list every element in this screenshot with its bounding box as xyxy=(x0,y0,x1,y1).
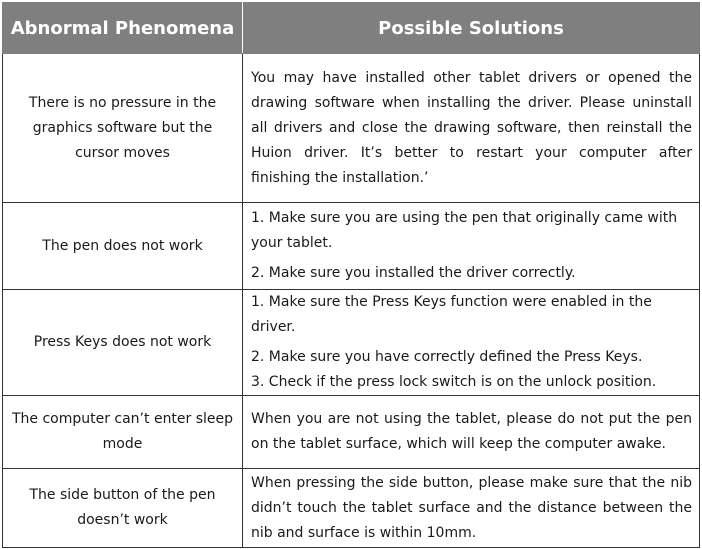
problem-cell: There is no pressure in the graphics software but the cursor moves xyxy=(3,54,243,203)
solution-step: 2. Make sure you installed the driver correctly. xyxy=(251,265,576,281)
table-header xyxy=(3,3,700,54)
solution-step: 1. Make sure you are using the pen that originally came with your tablet. xyxy=(251,210,678,251)
problem-cell: The side button of the pen doesn’t work xyxy=(3,469,243,548)
table-row xyxy=(3,290,700,396)
header-row xyxy=(3,3,700,54)
table-row xyxy=(3,469,700,548)
solution-cell xyxy=(243,54,700,203)
solution-cell xyxy=(243,469,700,548)
solution-step: 2. Make sure you have correctly defined the Press Keys. xyxy=(251,349,643,365)
solution-cell xyxy=(243,290,700,396)
troubleshooting-table xyxy=(2,2,700,548)
solution-cell xyxy=(243,396,700,469)
solution-step: 3. Check if the press lock switch is on the unlock position. xyxy=(251,374,657,390)
table-row xyxy=(3,54,700,203)
solution-text: You may have installed other tablet drivers or opened the drawing software when installing the driver. Please uninstall all drivers and close the drawing software, then reinstall the Huion driver. It’s better to restart your computer after finishing the installation.’ xyxy=(251,69,692,186)
solution-step: 1. Make sure the Press Keys function were enabled in the driver. xyxy=(251,294,652,335)
table-row xyxy=(3,203,700,290)
table-body xyxy=(3,54,700,548)
troubleshooting-table-container xyxy=(2,2,699,548)
header-possible-solutions: Possible Solutions xyxy=(243,3,700,54)
table-row xyxy=(3,396,700,469)
solution-text: When you are not using the tablet, please do not put the pen on the tablet surface, which will keep the computer awake. xyxy=(251,411,692,452)
problem-cell: The pen does not work xyxy=(3,203,243,290)
header-abnormal-phenomena: Abnormal Phenomena xyxy=(3,3,243,54)
problem-cell: The computer can’t enter sleep mode xyxy=(3,396,243,469)
solution-text: When pressing the side button, please make sure that the nib didn’t touch the tablet surface and the distance between the nib and surface is within 10mm. xyxy=(251,474,692,541)
problem-cell: Press Keys does not work xyxy=(3,290,243,396)
solution-cell xyxy=(243,203,700,290)
